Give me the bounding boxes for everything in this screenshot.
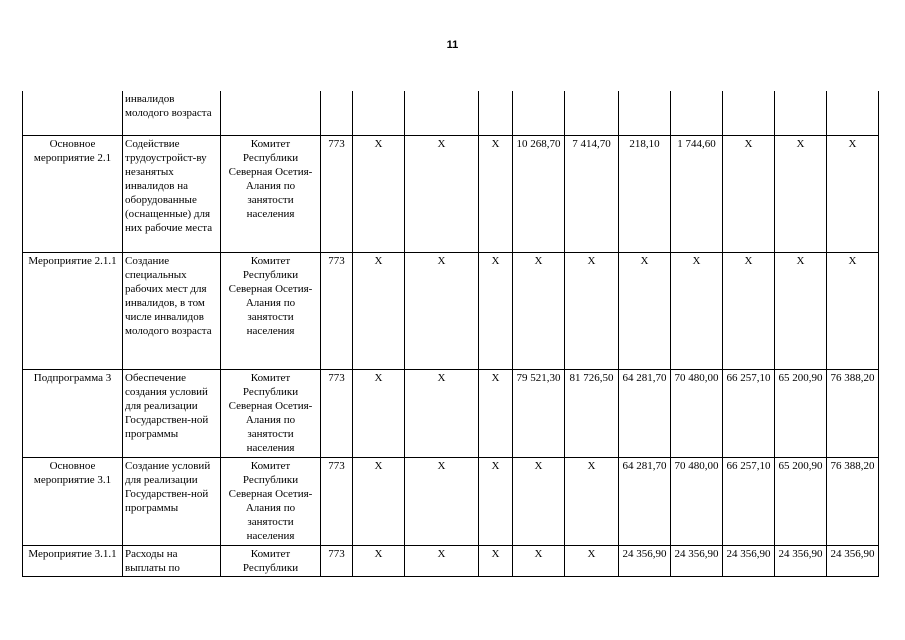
cell-executor: Комитет Республики Северная Осетия-Алания по занятости населения (221, 252, 321, 369)
cell-name: Основное мероприятие 2.1 (23, 135, 123, 252)
cell-description: Создание специальных рабочих мест для инвалидов, в том числе инвалидов молодого возраста (123, 252, 221, 369)
cell-x (479, 91, 513, 135)
cell-value (513, 91, 565, 135)
cell-value: X (775, 252, 827, 369)
cell-value: X (565, 545, 619, 576)
cell-code: 773 (321, 545, 353, 576)
cell-value: 65 200,90 (775, 369, 827, 457)
cell-value: X (565, 252, 619, 369)
cell-value: X (775, 135, 827, 252)
cell-value: 64 281,70 (619, 457, 671, 545)
cell-executor: Комитет Республики Северная Осетия-Алания по занятости населения (221, 135, 321, 252)
cell-x: X (479, 369, 513, 457)
cell-value: X (513, 457, 565, 545)
cell-value: 66 257,10 (723, 457, 775, 545)
cell-value: 70 480,00 (671, 369, 723, 457)
budget-table (22, 91, 879, 577)
cell-name: Подпрограмма 3 (23, 369, 123, 457)
cell-x (353, 91, 405, 135)
cell-value: 70 480,00 (671, 457, 723, 545)
table-row (23, 545, 879, 576)
cell-value (775, 91, 827, 135)
cell-name: Мероприятие 2.1.1 (23, 252, 123, 369)
cell-value: 76 388,20 (827, 369, 879, 457)
cell-value (827, 91, 879, 135)
cell-value: X (619, 252, 671, 369)
cell-value: 218,10 (619, 135, 671, 252)
cell-description: инвалидов молодого возраста (123, 91, 221, 135)
cell-value: X (827, 252, 879, 369)
cell-value: X (565, 457, 619, 545)
table-row (23, 457, 879, 545)
cell-name (23, 91, 123, 135)
cell-value: X (827, 135, 879, 252)
cell-x: X (353, 369, 405, 457)
cell-value: 1 744,60 (671, 135, 723, 252)
cell-x: X (405, 545, 479, 576)
table-row (23, 135, 879, 252)
table-row (23, 369, 879, 457)
cell-code: 773 (321, 369, 353, 457)
cell-name: Мероприятие 3.1.1 (23, 545, 123, 576)
cell-x: X (353, 252, 405, 369)
cell-value: 24 356,90 (619, 545, 671, 576)
cell-x: X (479, 457, 513, 545)
cell-value: 24 356,90 (775, 545, 827, 576)
cell-value: 7 414,70 (565, 135, 619, 252)
cell-x: X (353, 457, 405, 545)
cell-x: X (353, 135, 405, 252)
cell-value: 64 281,70 (619, 369, 671, 457)
cell-code (321, 91, 353, 135)
table-row (23, 252, 879, 369)
cell-executor: Комитет Республики Северная Осетия-Алания по занятости населения (221, 457, 321, 545)
cell-x: X (479, 252, 513, 369)
cell-x: X (353, 545, 405, 576)
cell-x (405, 91, 479, 135)
cell-value: 65 200,90 (775, 457, 827, 545)
cell-executor (221, 91, 321, 135)
cell-value (723, 91, 775, 135)
cell-name: Основное мероприятие 3.1 (23, 457, 123, 545)
table-row (23, 91, 879, 135)
cell-x: X (405, 457, 479, 545)
cell-description: Расходы на выплаты по (123, 545, 221, 576)
cell-x: X (405, 252, 479, 369)
cell-value: X (723, 135, 775, 252)
cell-x: X (405, 369, 479, 457)
cell-value: 24 356,90 (723, 545, 775, 576)
cell-x: X (479, 135, 513, 252)
cell-executor: Комитет Республики Северная Осетия-Алания по занятости населения (221, 369, 321, 457)
cell-value: X (723, 252, 775, 369)
cell-executor: Комитет Республики (221, 545, 321, 576)
cell-x: X (405, 135, 479, 252)
cell-code: 773 (321, 252, 353, 369)
cell-value: X (671, 252, 723, 369)
cell-value: 24 356,90 (827, 545, 879, 576)
cell-value: X (513, 252, 565, 369)
cell-description: Содействие трудоустройст-ву незанятых инвалидов на оборудованные (оснащенные) для них рабочие места (123, 135, 221, 252)
cell-code: 773 (321, 457, 353, 545)
cell-value (671, 91, 723, 135)
cell-x: X (479, 545, 513, 576)
cell-value: 66 257,10 (723, 369, 775, 457)
cell-code: 773 (321, 135, 353, 252)
cell-value: 79 521,30 (513, 369, 565, 457)
cell-description: Обеспечение создания условий для реализации Государствен-ной программы (123, 369, 221, 457)
cell-value: 24 356,90 (671, 545, 723, 576)
cell-value: 76 388,20 (827, 457, 879, 545)
cell-description: Создание условий для реализации Государствен-ной программы (123, 457, 221, 545)
cell-value: X (513, 545, 565, 576)
cell-value: 10 268,70 (513, 135, 565, 252)
page-number: 11 (446, 39, 459, 51)
cell-value (619, 91, 671, 135)
cell-value (565, 91, 619, 135)
cell-value: 81 726,50 (565, 369, 619, 457)
